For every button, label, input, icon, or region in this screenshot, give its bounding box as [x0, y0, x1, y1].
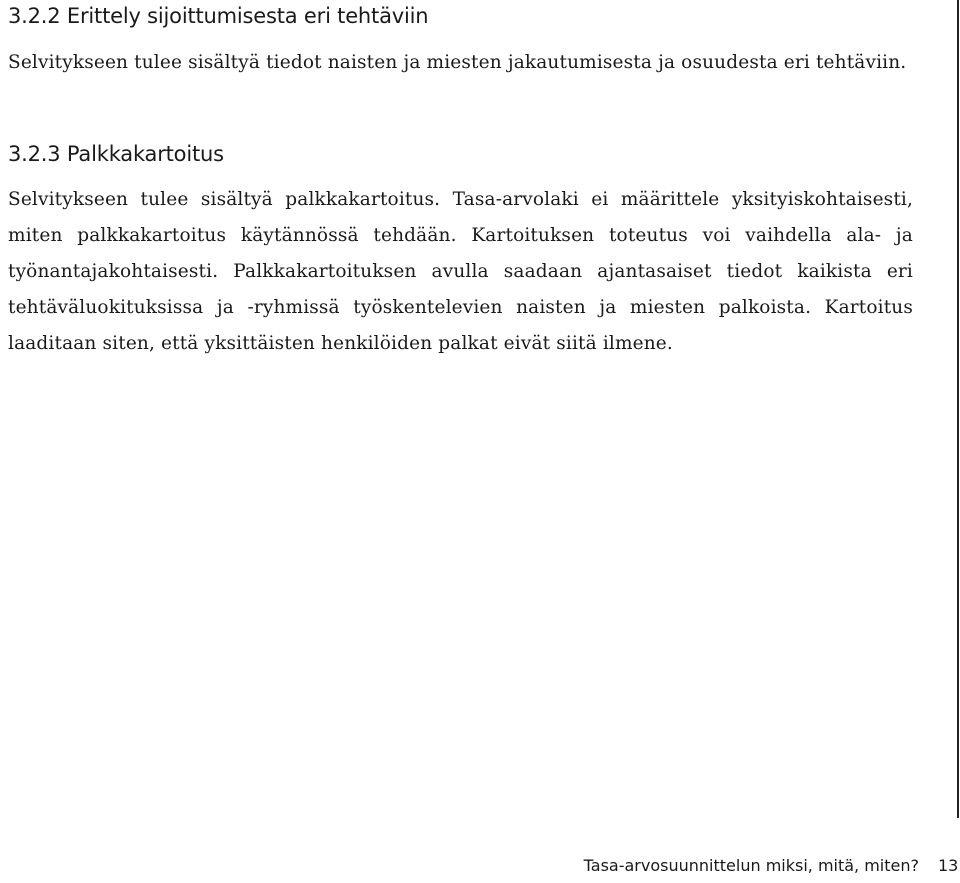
body-paragraph: Selvitykseen tulee sisältyä tiedot naisten ja miesten jakautumisesta ja osuudesta eri tehtäviin.	[8, 52, 907, 73]
page-number: 13	[938, 856, 959, 875]
page-footer	[0, 853, 960, 883]
footer-title: Tasa-arvosuunnittelun miksi, mitä, miten?	[583, 856, 919, 875]
section-heading: 3.2.3 Palkkakartoitus	[8, 142, 224, 166]
body-paragraph: Selvitykseen tulee sisältyä palkkakartoitus. Tasa-arvolaki ei määrittele yksityiskohtaisesti, miten palkkakartoitus käytännössä tehdään. Kartoituksen toteutus voi vaihdella ala- ja työnantajakohtaisesti. Palkkakartoituksen avulla saadaan ajantasaiset tiedot kaikista eri tehtäväluokituksissa ja -ryhmissä työskentelevien naisten ja miesten palkoista. Kartoitus laaditaan siten, että yksittäisten henkilöiden palkat eivät siitä ilmene.	[8, 189, 913, 354]
section-heading: 3.2.2 Erittely sijoittumisesta eri tehtäviin	[8, 4, 429, 28]
margin-rule	[957, 0, 959, 818]
section-3-2-2-body	[8, 44, 913, 82]
section-3-2-3-body	[8, 182, 913, 362]
section-3-2-3	[8, 140, 224, 168]
section-3-2-2	[8, 2, 428, 30]
